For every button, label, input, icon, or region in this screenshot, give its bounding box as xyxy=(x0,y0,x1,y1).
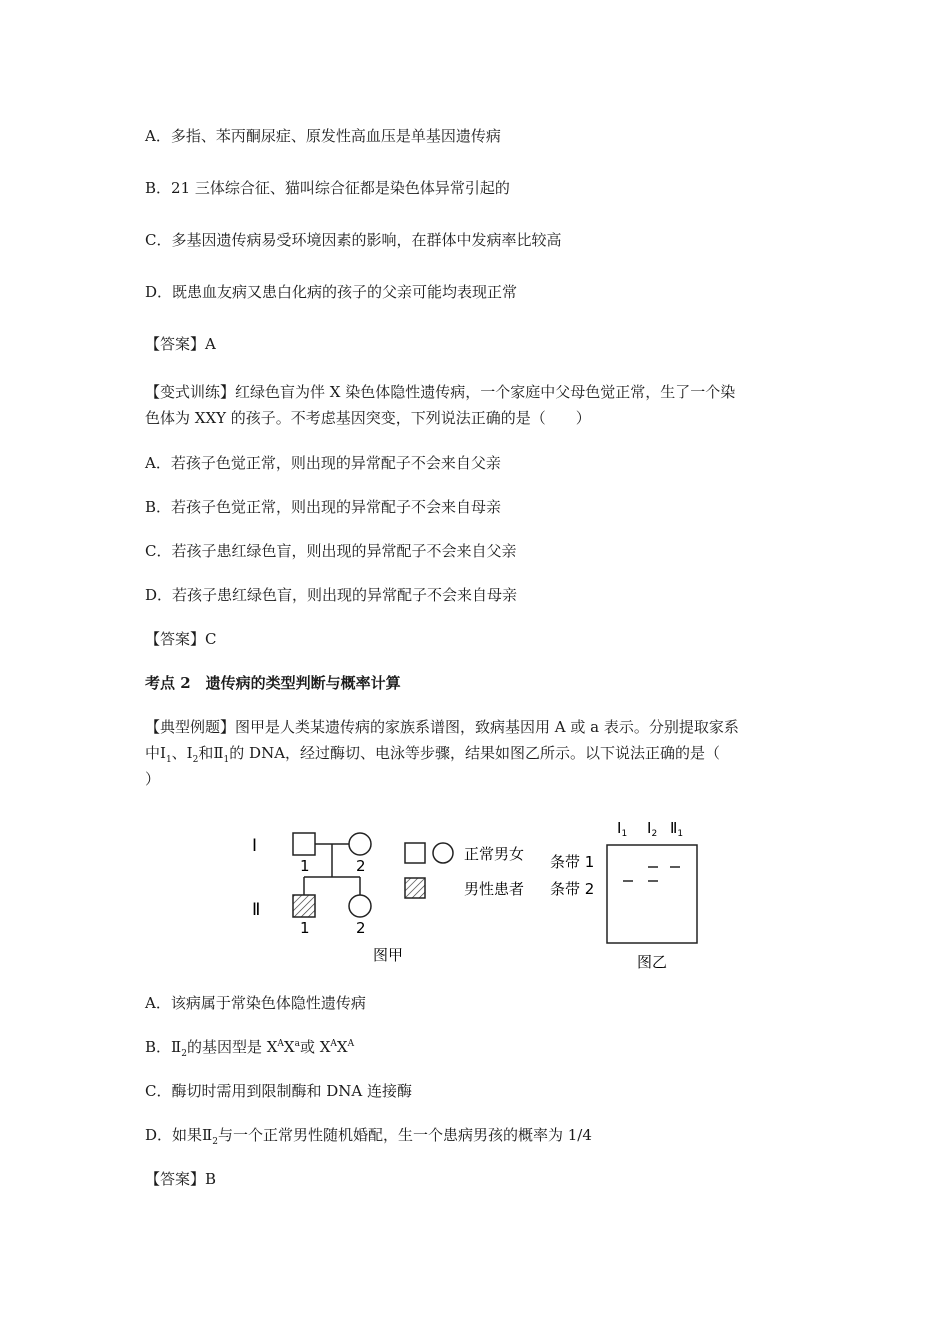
q1-option-b: B．21 三体综合征、猫叫综合征都是染色体异常引起的 xyxy=(145,179,510,197)
individual-I1-number: 1 xyxy=(300,857,310,875)
individual-I2-number: 2 xyxy=(356,857,366,875)
q2-stem-line2: 色体为 XXY 的孩子。不考虑基因突变，下列说法正确的是（ ） xyxy=(145,409,591,427)
figure-b-caption: 图乙 xyxy=(637,953,668,971)
genetics-figure xyxy=(240,815,710,980)
lane-I1-label: $Ⅰ_1$ xyxy=(617,819,628,839)
q2-stem-line1: 【变式训练】红绿色盲为伴 X 染色体隐性遗传病，一个家庭中父母色觉正常，生了一个染 xyxy=(145,383,736,401)
generation-1-label: Ⅰ xyxy=(252,836,258,856)
q2-option-a: A．若孩子色觉正常，则出现的异常配子不会来自父亲 xyxy=(145,454,501,472)
q1-option-a: A．多指、苯丙酮尿症、原发性高血压是单基因遗传病 xyxy=(145,127,501,145)
section-title: 考点 2 遗传病的类型判断与概率计算 xyxy=(145,674,401,692)
legend-patient-square xyxy=(405,878,425,898)
figure-a-caption: 图甲 xyxy=(373,946,404,964)
band2-label: 条带 2 xyxy=(550,880,595,898)
legend-patient-label: 男性患者 xyxy=(464,880,525,898)
pedigree-affected-son-square xyxy=(293,895,315,917)
individual-II2-number: 2 xyxy=(356,919,366,937)
q3-option-a: A．该病属于常染色体隐性遗传病 xyxy=(145,994,366,1012)
q3-option-d: D．如果$Ⅱ_2$与一个正常男性随机婚配，生一个患病男孩的概率为 1/4 xyxy=(145,1126,592,1147)
q3-answer: 【答案】B xyxy=(145,1170,217,1188)
pedigree-daughter-circle xyxy=(349,895,371,917)
q3-stem-line2: 中$Ⅰ_1$、$Ⅰ_2$和$Ⅱ_1$的 DNA，经过酶切、电泳等步骤，结果如图乙所示。以下说法正确的是（ xyxy=(145,744,721,765)
pedigree-mother-circle xyxy=(349,833,371,855)
q3-stem-line1: 【典型例题】图甲是人类某遗传病的家族系谱图，致病基因用 A 或 a 表示。分别提取家系 xyxy=(145,718,739,736)
pedigree-father-square xyxy=(293,833,315,855)
q1-option-c: C．多基因遗传病易受环境因素的影响，在群体中发病率比较高 xyxy=(145,231,562,249)
q1-answer: 【答案】A xyxy=(145,335,216,353)
q2-option-c: C．若孩子患红绿色盲，则出现的异常配子不会来自父亲 xyxy=(145,542,517,560)
individual-II1-number: 1 xyxy=(300,919,310,937)
q3-stem-line3: ） xyxy=(145,770,161,788)
lane-I2-label: $Ⅰ_2$ xyxy=(647,819,658,839)
legend-normal-male-square xyxy=(405,843,425,863)
q1-option-d: D．既患血友病又患白化病的孩子的父亲可能均表现正常 xyxy=(145,283,518,301)
band1-label: 条带 1 xyxy=(550,853,595,871)
q3-option-c: C．酶切时需用到限制酶和 DNA 连接酶 xyxy=(145,1082,412,1100)
q2-option-d: D．若孩子患红绿色盲，则出现的异常配子不会来自母亲 xyxy=(145,586,518,604)
q3-option-b: B．$Ⅱ_2$的基因型是 $X^AX^a$或 $X^AX^A$ xyxy=(145,1038,355,1059)
gel-frame xyxy=(607,845,697,943)
q2-answer: 【答案】C xyxy=(145,630,217,648)
generation-2-label: Ⅱ xyxy=(252,900,261,920)
q2-option-b: B．若孩子色觉正常，则出现的异常配子不会来自母亲 xyxy=(145,498,502,516)
legend-normal-label: 正常男女 xyxy=(464,845,525,863)
legend-normal-female-circle xyxy=(433,843,453,863)
lane-II1-label: $Ⅱ_1$ xyxy=(670,819,684,839)
